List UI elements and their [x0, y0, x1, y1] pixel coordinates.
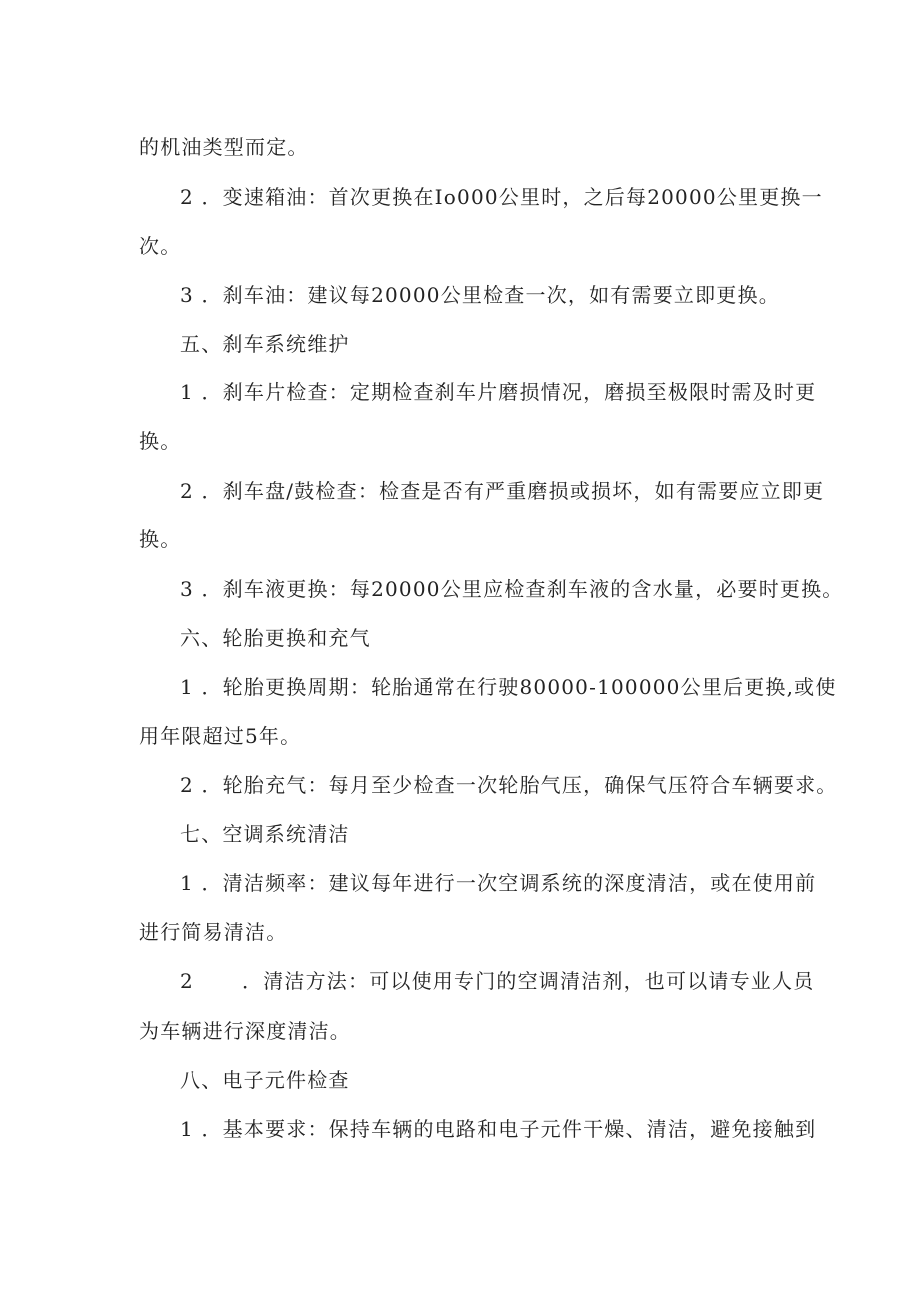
list-item-line [180, 969, 814, 993]
text-line: 用年限超过5年。 [139, 724, 302, 748]
text-line: 换。 [139, 527, 182, 551]
list-item-line: 2 ．刹车盘/鼓检查：检查是否有严重磨损或损坏，如有需要应立即更 [180, 479, 825, 503]
item-text: ．清洁方法：可以使用专门的空调清洁剂，也可以请专业人员 [242, 969, 815, 993]
list-item-line: 2 ．变速箱油：首次更换在Io000公里时，之后每20000公里更换一 [180, 185, 823, 209]
text-line: 换。 [139, 429, 182, 453]
list-item-line: 1 ．刹车片检查：定期检查刹车片磨损情况，磨损至极限时需及时更 [180, 380, 817, 404]
text-line: 为车辆进行深度清洁。 [139, 1019, 351, 1043]
section-heading: 七、空调系统清洁 [180, 822, 350, 846]
text-line: 进行简易清洁。 [139, 920, 288, 944]
list-item-line: 1 ．基本要求：保持车辆的电路和电子元件干燥、清洁，避免接触到 [180, 1117, 817, 1141]
text-line: 的机油类型而定。 [139, 135, 309, 159]
list-item-line: 3 ．刹车油：建议每20000公里检查一次，如有需要立即更换。 [180, 283, 780, 307]
list-item-line: 3 ．刹车液更换：每20000公里应检查刹车液的含水量，必要时更换。 [180, 577, 844, 601]
item-number: 2 [180, 969, 194, 993]
list-item-line: 2 ．轮胎充气：每月至少检查一次轮胎气压，确保气压符合车辆要求。 [180, 773, 838, 797]
list-item-line: 1 ．清洁频率：建议每年进行一次空调系统的深度清洁，或在使用前 [180, 871, 817, 895]
section-heading: 五、刹车系统维护 [180, 332, 350, 356]
section-heading: 八、电子元件检查 [180, 1068, 350, 1092]
text-line: 次。 [139, 234, 182, 258]
section-heading: 六、轮胎更换和充气 [180, 626, 371, 650]
list-item-line: 1 ．轮胎更换周期：轮胎通常在行驶80000-100000公里后更换,或使 [180, 675, 837, 699]
